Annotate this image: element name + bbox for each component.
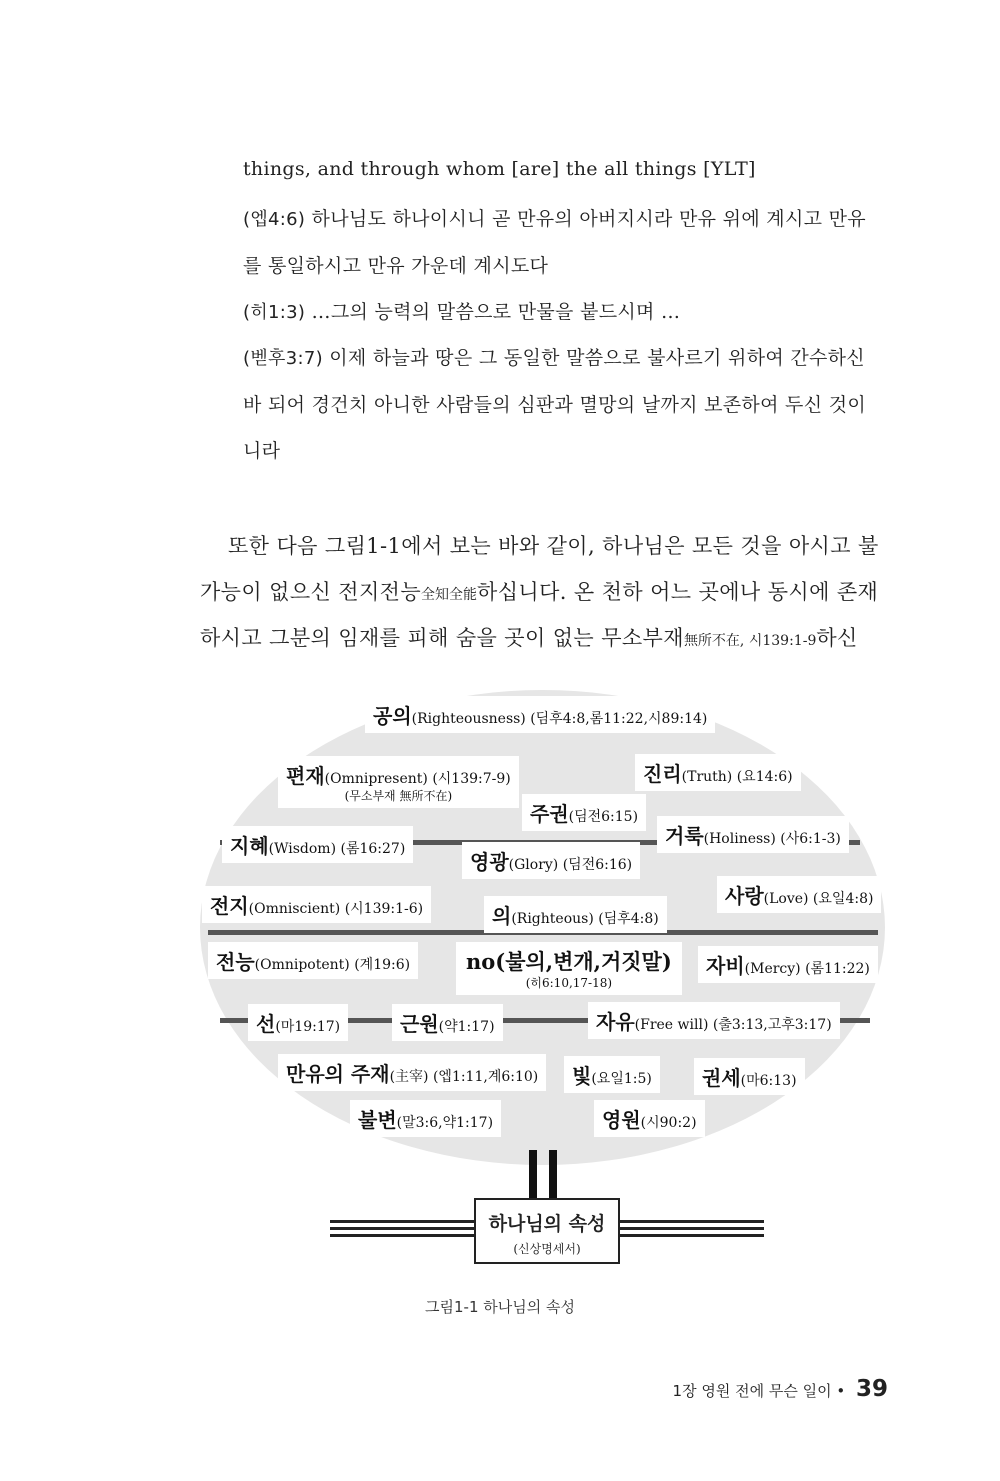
attribute-lord-of-all: 만유의 주재(主宰) (엡1:11,계6:10) <box>278 1054 546 1091</box>
attribute-holiness: 거룩(Holiness) (사6:1-3) <box>657 816 849 853</box>
root-line <box>620 1227 764 1230</box>
quote-line-4: (히1:3) …그의 능력의 말씀으로 만물을 붙드시며 … <box>243 301 681 323</box>
quote-line-1: things, and through whom [are] the all things [YLT] <box>243 158 756 180</box>
attribute-truth: 진리(Truth) (요14:6) <box>635 754 801 791</box>
attribute-source: 근원(약1:17) <box>392 1004 503 1041</box>
root-box <box>474 1198 620 1264</box>
tree-trunk <box>529 1150 561 1200</box>
quote-line-6: 바 되어 경건치 아니한 사람들의 심판과 멸망의 날까지 보존하여 두신 것이 <box>243 394 867 416</box>
attribute-wisdom: 지혜(Wisdom) (롬16:27) <box>222 826 413 863</box>
attribute-light: 빛(요일1:5) <box>564 1056 660 1093</box>
paragraph-line-3: 하시고 그분의 임재를 피해 숨을 곳이 없는 무소부재無所不在, 시139:1-9하신 <box>200 626 858 650</box>
root-title: 하나님의 속성 <box>488 1213 606 1235</box>
chapter-title: 1장 영원 전에 무슨 일이 <box>672 1382 832 1400</box>
attribute-omnipotent: 전능(Omnipotent) (계19:6) <box>208 942 418 979</box>
root-line <box>620 1234 764 1237</box>
quote-line-3: 를 통일하시고 만유 가운데 계시도다 <box>243 255 549 277</box>
attribute-free-will: 자유(Free will) (출3:13,고후3:17) <box>588 1002 840 1039</box>
attribute-righteousness: 공의(Righteousness) (딤후4:8,롬11:22,시89:14) <box>365 696 715 733</box>
attribute-omniscient: 전지(Omniscient) (시139:1-6) <box>202 886 431 923</box>
attribute-omnipresent: 편재(Omnipresent) (시139:7-9) (무소부재 無所不在) <box>278 756 519 808</box>
root-line <box>620 1220 764 1223</box>
root-line <box>330 1227 474 1230</box>
attributes-diagram <box>200 690 890 1170</box>
attribute-no-unrighteousness: no(불의,변개,거짓말) (히6:10,17-18) <box>456 942 682 995</box>
bullet: • <box>836 1382 846 1400</box>
figure-caption: 그림1-1 하나님의 속성 <box>425 1298 575 1316</box>
attribute-authority: 권세(마6:13) <box>694 1058 805 1095</box>
quote-line-7: 니라 <box>243 440 281 462</box>
attribute-righteous: 의(Righteous) (딤후4:8) <box>484 896 667 933</box>
attribute-eternity: 영원(시90:2) <box>594 1100 705 1137</box>
attribute-goodness: 선(마19:17) <box>248 1004 348 1041</box>
attribute-immutability: 불변(말3:6,약1:17) <box>350 1100 501 1137</box>
paragraph-line-2: 가능이 없으신 전지전능全知全能하십니다. 온 천하 어느 곳에나 동시에 존재 <box>200 580 879 604</box>
paragraph-line-1: 또한 다음 그림1-1에서 보는 바와 같이, 하나님은 모든 것을 아시고 불 <box>228 534 879 558</box>
page-number: 39 <box>855 1376 888 1402</box>
quote-line-5: (벧후3:7) 이제 하늘과 땅은 그 동일한 말씀으로 불사르기 위하여 간수하신 <box>243 347 865 369</box>
root-subtitle: (신상명세서) <box>513 1242 581 1256</box>
quote-line-2: (엡4:6) 하나님도 하나이시니 곧 만유의 아버지시라 만유 위에 계시고 만유 <box>243 208 866 230</box>
attribute-love: 사랑(Love) (요일4:8) <box>717 876 881 913</box>
page-footer <box>673 1376 888 1402</box>
root-line <box>330 1234 474 1237</box>
attribute-sovereignty: 주권(딤전6:15) <box>522 794 646 831</box>
root-line <box>330 1220 474 1223</box>
attribute-glory: 영광(Glory) (딤전6:16) <box>462 842 640 879</box>
attribute-mercy: 자비(Mercy) (롬11:22) <box>698 946 878 983</box>
